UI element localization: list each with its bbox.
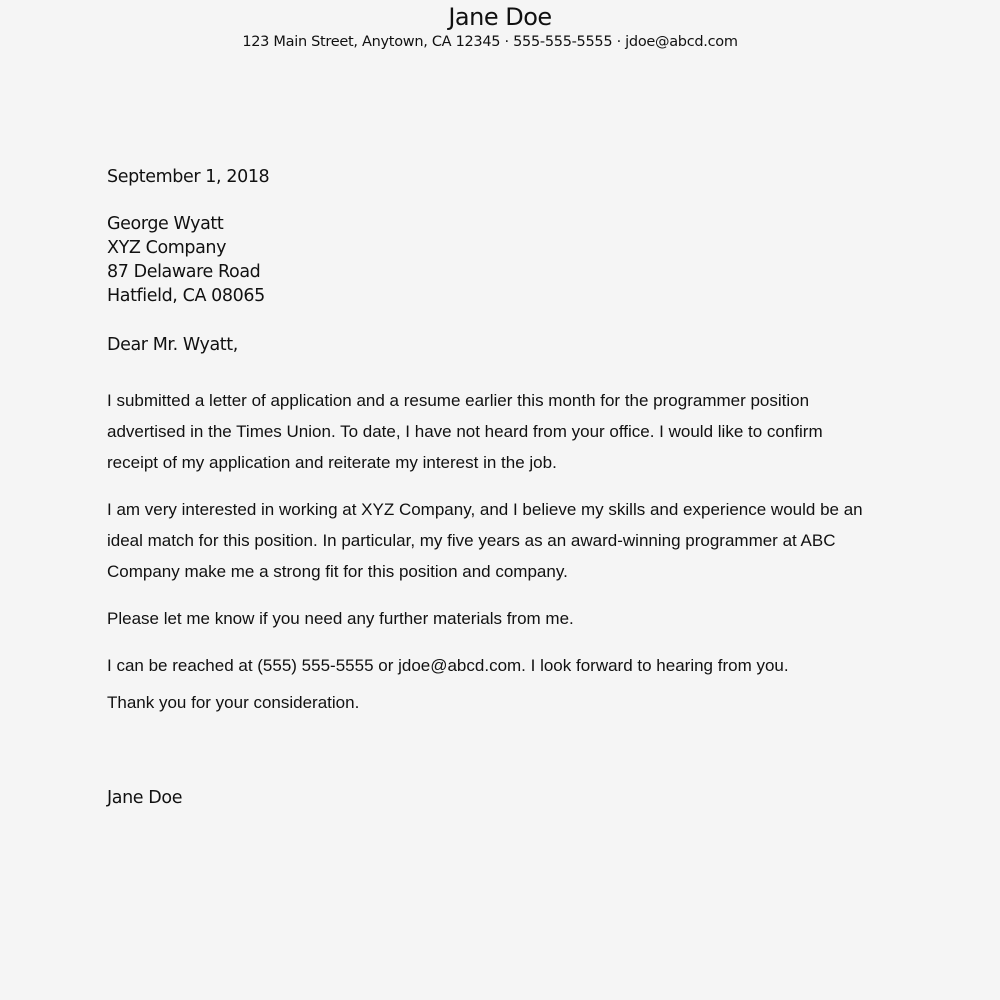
recipient-street: 87 Delaware Road	[107, 262, 261, 282]
recipient-name: George Wyatt	[107, 214, 224, 234]
paragraph-2	[107, 494, 863, 587]
paragraph-line: I am very interested in working at XYZ Company, and I believe my skills and experience would be an	[107, 500, 863, 519]
paragraph-4: I can be reached at (555) 555-5555 or jdoe@abcd.com. I look forward to hearing from you.	[107, 656, 789, 675]
paragraph-line: Company make me a strong fit for this position and company.	[107, 562, 568, 581]
signature: Jane Doe	[107, 788, 183, 808]
recipient-city: Hatfield, CA 08065	[107, 286, 265, 306]
letter-date: September 1, 2018	[107, 167, 270, 187]
closing: Thank you for your consideration.	[107, 693, 360, 712]
paragraph-3: Please let me know if you need any further materials from me.	[107, 609, 574, 628]
paragraph-line: receipt of my application and reiterate my interest in the job.	[107, 453, 557, 472]
paragraph-line: ideal match for this position. In particular, my five years as an award-winning programmer at ABC	[107, 531, 836, 550]
paragraph-line: I submitted a letter of application and a resume earlier this month for the programmer position	[107, 391, 810, 410]
sender-contact: 123 Main Street, Anytown, CA 12345 · 555-555-5555 · jdoe@abcd.com	[242, 34, 738, 50]
sender-name: Jane Doe	[448, 3, 552, 31]
recipient-company: XYZ Company	[107, 238, 227, 258]
paragraph-line: advertised in the Times Union. To date, I have not heard from your office. I would like to confirm	[107, 422, 823, 441]
recipient-address	[107, 212, 265, 308]
salutation: Dear Mr. Wyatt,	[107, 335, 238, 355]
paragraph-1	[107, 385, 823, 478]
